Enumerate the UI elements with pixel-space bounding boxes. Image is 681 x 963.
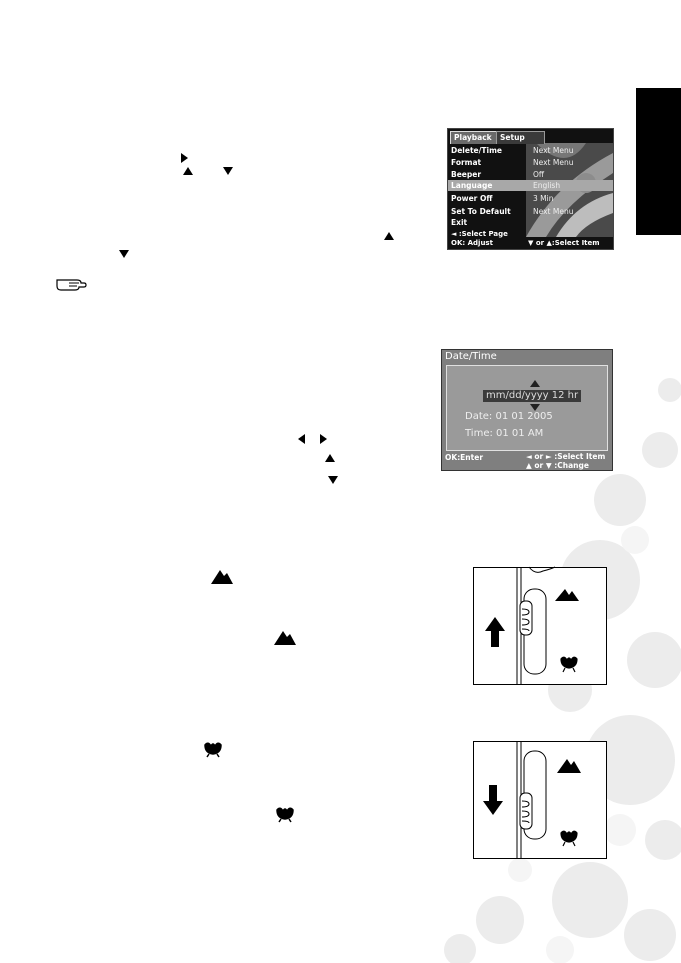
mountain-icon	[211, 568, 233, 584]
up-triangle-icon	[183, 167, 193, 175]
note-hand-icon	[55, 276, 87, 292]
left-triangle-icon	[298, 434, 305, 444]
footer-enter: OK:Enter	[445, 453, 484, 462]
menu-value: Off	[533, 170, 545, 179]
menu-value: Next Menu	[533, 207, 574, 216]
menu-value: Next Menu	[533, 158, 574, 167]
setup-menu-screen	[447, 128, 614, 250]
menu-item-power-off: Power Off	[451, 194, 493, 203]
menu-value: 3 Min	[533, 194, 554, 203]
footer-adjust: OK: Adjust	[451, 239, 493, 247]
footer-change-value: ▲ or ▼ :Change Value	[526, 461, 589, 480]
menu-item-exit: Exit	[451, 218, 468, 227]
mode-switch-down-illustration	[473, 741, 607, 859]
menu-value: English	[533, 181, 561, 190]
tab-setup: Setup	[496, 131, 545, 144]
menu-item-format: Format	[451, 158, 482, 167]
up-triangle-icon	[384, 232, 394, 240]
date-time-title: Date/Time	[445, 351, 497, 362]
right-triangle-icon	[181, 153, 188, 163]
footer-select-item: ◄ or ► :Select Item	[526, 452, 606, 461]
up-triangle-icon	[530, 380, 540, 387]
date-label: Date:	[465, 411, 493, 422]
menu-item-set-to-default: Set To Default	[451, 207, 511, 216]
menu-item-delete-time: Delete/Time	[451, 146, 502, 155]
time-value: 01 01 AM	[496, 428, 544, 439]
down-triangle-icon	[328, 476, 338, 484]
menu-tabs	[448, 131, 613, 143]
date-row	[465, 411, 553, 422]
time-label: Time:	[465, 428, 493, 439]
down-triangle-icon	[119, 250, 129, 258]
date-format-field: mm/dd/yyyy 12 hr	[483, 390, 581, 402]
up-triangle-icon	[325, 454, 335, 462]
right-triangle-icon	[320, 434, 327, 444]
date-value: 01 01 2005	[495, 411, 553, 422]
menu-item-beeper: Beeper	[451, 170, 482, 179]
time-row	[465, 428, 543, 439]
down-triangle-icon	[530, 404, 540, 411]
menu-value: Next Menu	[533, 146, 574, 155]
menu-item-language: Language	[451, 181, 493, 190]
footer-select-page: ◄ :Select Page	[451, 230, 508, 238]
date-time-panel	[446, 365, 608, 451]
tab-playback: Playback	[450, 131, 499, 144]
flower-icon	[203, 741, 223, 757]
date-time-screen	[441, 349, 613, 480]
chapter-side-tab	[636, 88, 681, 235]
mountain-icon	[274, 629, 296, 645]
mode-switch-up-illustration	[473, 567, 607, 685]
flower-icon	[275, 806, 295, 822]
footer-select-item: ▼ or ▲:Select Item	[528, 239, 600, 247]
down-triangle-icon	[223, 167, 233, 175]
